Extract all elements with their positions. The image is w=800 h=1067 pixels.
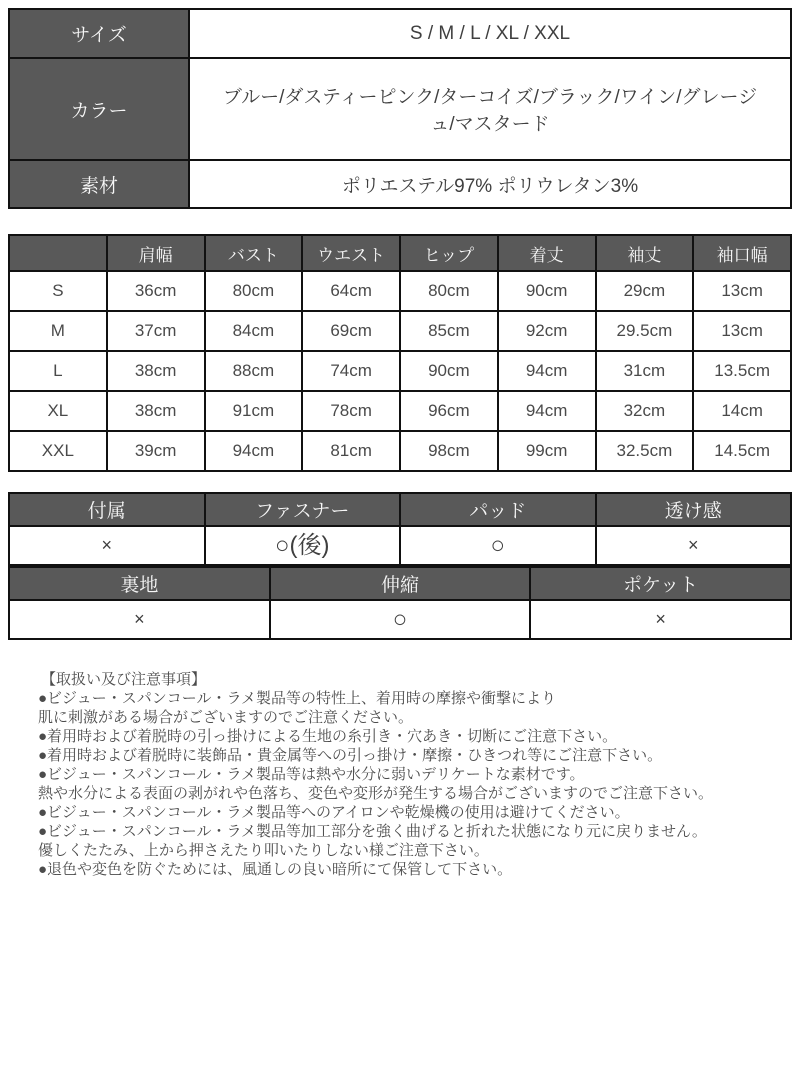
size-cell: 37cm bbox=[107, 311, 205, 351]
care-note-line: ●ビジュー・スパンコール・ラメ製品等へのアイロンや乾燥機の使用は避けてください。 bbox=[38, 804, 630, 821]
feature-value-stretch bbox=[270, 600, 531, 639]
spec-row-color bbox=[9, 58, 791, 160]
feature-header-fastener: ファスナー bbox=[205, 493, 401, 526]
size-cell: 94cm bbox=[205, 431, 303, 471]
size-cell: 96cm bbox=[400, 391, 498, 431]
size-row-xl bbox=[9, 391, 791, 431]
spec-label-material: 素材 bbox=[9, 160, 189, 208]
size-cell: 80cm bbox=[400, 271, 498, 311]
size-chart-header-bust: バスト bbox=[205, 235, 303, 271]
size-cell: 94cm bbox=[498, 391, 596, 431]
size-cell: 38cm bbox=[107, 351, 205, 391]
cross-mark: × bbox=[655, 609, 666, 629]
size-cell: 94cm bbox=[498, 351, 596, 391]
care-note-line: ●ビジュー・スパンコール・ラメ製品等は熱や水分に弱いデリケートな素材です。 bbox=[38, 766, 585, 783]
size-label: S bbox=[9, 271, 107, 311]
size-cell: 91cm bbox=[205, 391, 303, 431]
feature-header-accessory: 付属 bbox=[9, 493, 205, 526]
care-note-line: 熱や水分による表面の剥がれや色落ち、変色や変形が発生する場合がございますのでご注意下さい。 bbox=[38, 785, 714, 802]
features-table-1 bbox=[8, 492, 792, 566]
size-row-m bbox=[9, 311, 791, 351]
size-cell: 13cm bbox=[693, 311, 791, 351]
cross-mark: × bbox=[687, 535, 699, 555]
size-cell: 90cm bbox=[400, 351, 498, 391]
care-notes-title: 【取扱い及び注意事項】 bbox=[41, 671, 207, 688]
size-chart-table bbox=[8, 234, 792, 472]
size-cell: 13cm bbox=[693, 271, 791, 311]
features-2-value-row bbox=[9, 600, 791, 639]
size-label: L bbox=[9, 351, 107, 391]
size-cell: 81cm bbox=[302, 431, 400, 471]
spacer bbox=[8, 640, 792, 670]
size-row-xxl bbox=[9, 431, 791, 471]
size-chart-header-sleeve: 袖丈 bbox=[596, 235, 694, 271]
spec-label-size: サイズ bbox=[9, 9, 189, 58]
size-cell: 69cm bbox=[302, 311, 400, 351]
circle-mark: ○ bbox=[392, 605, 408, 633]
spec-label-color: カラー bbox=[9, 58, 189, 160]
circle-mark: ○(後) bbox=[275, 531, 330, 559]
spec-table bbox=[8, 8, 792, 209]
size-cell: 78cm bbox=[302, 391, 400, 431]
care-note-line: ●ビジュー・スパンコール・ラメ製品等の特性上、着用時の摩擦や衝撃により bbox=[38, 690, 557, 707]
feature-header-stretch: 伸縮 bbox=[270, 567, 531, 600]
care-note-line: 優しくたたみ、上から押さえたり叩いたりしない様ご注意下さい。 bbox=[38, 842, 489, 859]
size-cell: 32.5cm bbox=[596, 431, 694, 471]
cross-mark: × bbox=[101, 535, 112, 555]
feature-value-accessory bbox=[9, 526, 205, 565]
care-note-line: ●ビジュー・スパンコール・ラメ製品等加工部分を強く曲げると折れた状態になり元に戻りません。 bbox=[38, 823, 707, 840]
size-cell: 13.5cm bbox=[693, 351, 791, 391]
size-cell: 29cm bbox=[596, 271, 694, 311]
size-cell: 36cm bbox=[107, 271, 205, 311]
size-cell: 32cm bbox=[596, 391, 694, 431]
spec-value-material: ポリエステル97% ポリウレタン3% bbox=[189, 160, 791, 208]
circle-mark: ○ bbox=[490, 531, 505, 559]
feature-header-sheerness: 透け感 bbox=[596, 493, 792, 526]
spacer bbox=[8, 472, 792, 492]
size-cell: 85cm bbox=[400, 311, 498, 351]
size-chart-header-row bbox=[9, 235, 791, 271]
feature-header-pocket: ポケット bbox=[530, 567, 791, 600]
size-cell: 92cm bbox=[498, 311, 596, 351]
size-cell: 14.5cm bbox=[693, 431, 791, 471]
spec-value-size: S / M / L / XL / XXL bbox=[189, 9, 791, 58]
feature-value-pocket bbox=[530, 600, 791, 639]
size-cell: 38cm bbox=[107, 391, 205, 431]
spec-row-material bbox=[9, 160, 791, 208]
size-cell: 74cm bbox=[302, 351, 400, 391]
spec-value-color: ブルー/ダスティーピンク/ターコイズ/ブラック/ワイン/グレージュ/マスタード bbox=[189, 58, 791, 160]
cross-mark: × bbox=[134, 609, 145, 629]
size-cell: 98cm bbox=[400, 431, 498, 471]
size-cell: 90cm bbox=[498, 271, 596, 311]
size-chart-header-length: 着丈 bbox=[498, 235, 596, 271]
size-cell: 64cm bbox=[302, 271, 400, 311]
size-cell: 39cm bbox=[107, 431, 205, 471]
care-note-line: 肌に刺激がある場合がございますのでご注意ください。 bbox=[38, 709, 414, 726]
size-cell: 31cm bbox=[596, 351, 694, 391]
size-chart-header-cuff: 袖口幅 bbox=[693, 235, 791, 271]
size-chart-header-hip: ヒップ bbox=[400, 235, 498, 271]
size-chart-header-blank bbox=[9, 235, 107, 271]
size-label: M bbox=[9, 311, 107, 351]
size-cell: 29.5cm bbox=[596, 311, 694, 351]
feature-value-pad bbox=[400, 526, 596, 565]
size-row-s bbox=[9, 271, 791, 311]
care-note-line: ●着用時および着脱時の引っ掛けによる生地の糸引き・穴あき・切断にご注意下さい。 bbox=[38, 728, 618, 745]
size-row-l bbox=[9, 351, 791, 391]
spec-row-size bbox=[9, 9, 791, 58]
size-cell: 84cm bbox=[205, 311, 303, 351]
care-note-line: ●退色や変色を防ぐためには、風通しの良い暗所にて保管して下さい。 bbox=[38, 861, 513, 878]
care-note-line: ●着用時および着脱時に装飾品・貴金属等への引っ掛け・摩擦・ひきつれ等にご注意下さい。 bbox=[38, 747, 663, 764]
size-cell: 99cm bbox=[498, 431, 596, 471]
features-table-2 bbox=[8, 566, 792, 640]
features-2-header-row bbox=[9, 567, 791, 600]
care-notes bbox=[8, 670, 792, 879]
features-1-header-row bbox=[9, 493, 791, 526]
size-label: XXL bbox=[9, 431, 107, 471]
feature-value-lining bbox=[9, 600, 270, 639]
size-cell: 14cm bbox=[693, 391, 791, 431]
size-label: XL bbox=[9, 391, 107, 431]
size-cell: 80cm bbox=[205, 271, 303, 311]
size-chart-header-shoulder: 肩幅 bbox=[107, 235, 205, 271]
features-1-value-row bbox=[9, 526, 791, 565]
spacer bbox=[8, 209, 792, 234]
feature-value-sheerness bbox=[596, 526, 792, 565]
feature-value-fastener bbox=[205, 526, 401, 565]
feature-header-pad: パッド bbox=[400, 493, 596, 526]
size-cell: 88cm bbox=[205, 351, 303, 391]
feature-header-lining: 裏地 bbox=[9, 567, 270, 600]
size-chart-header-waist: ウエスト bbox=[302, 235, 400, 271]
